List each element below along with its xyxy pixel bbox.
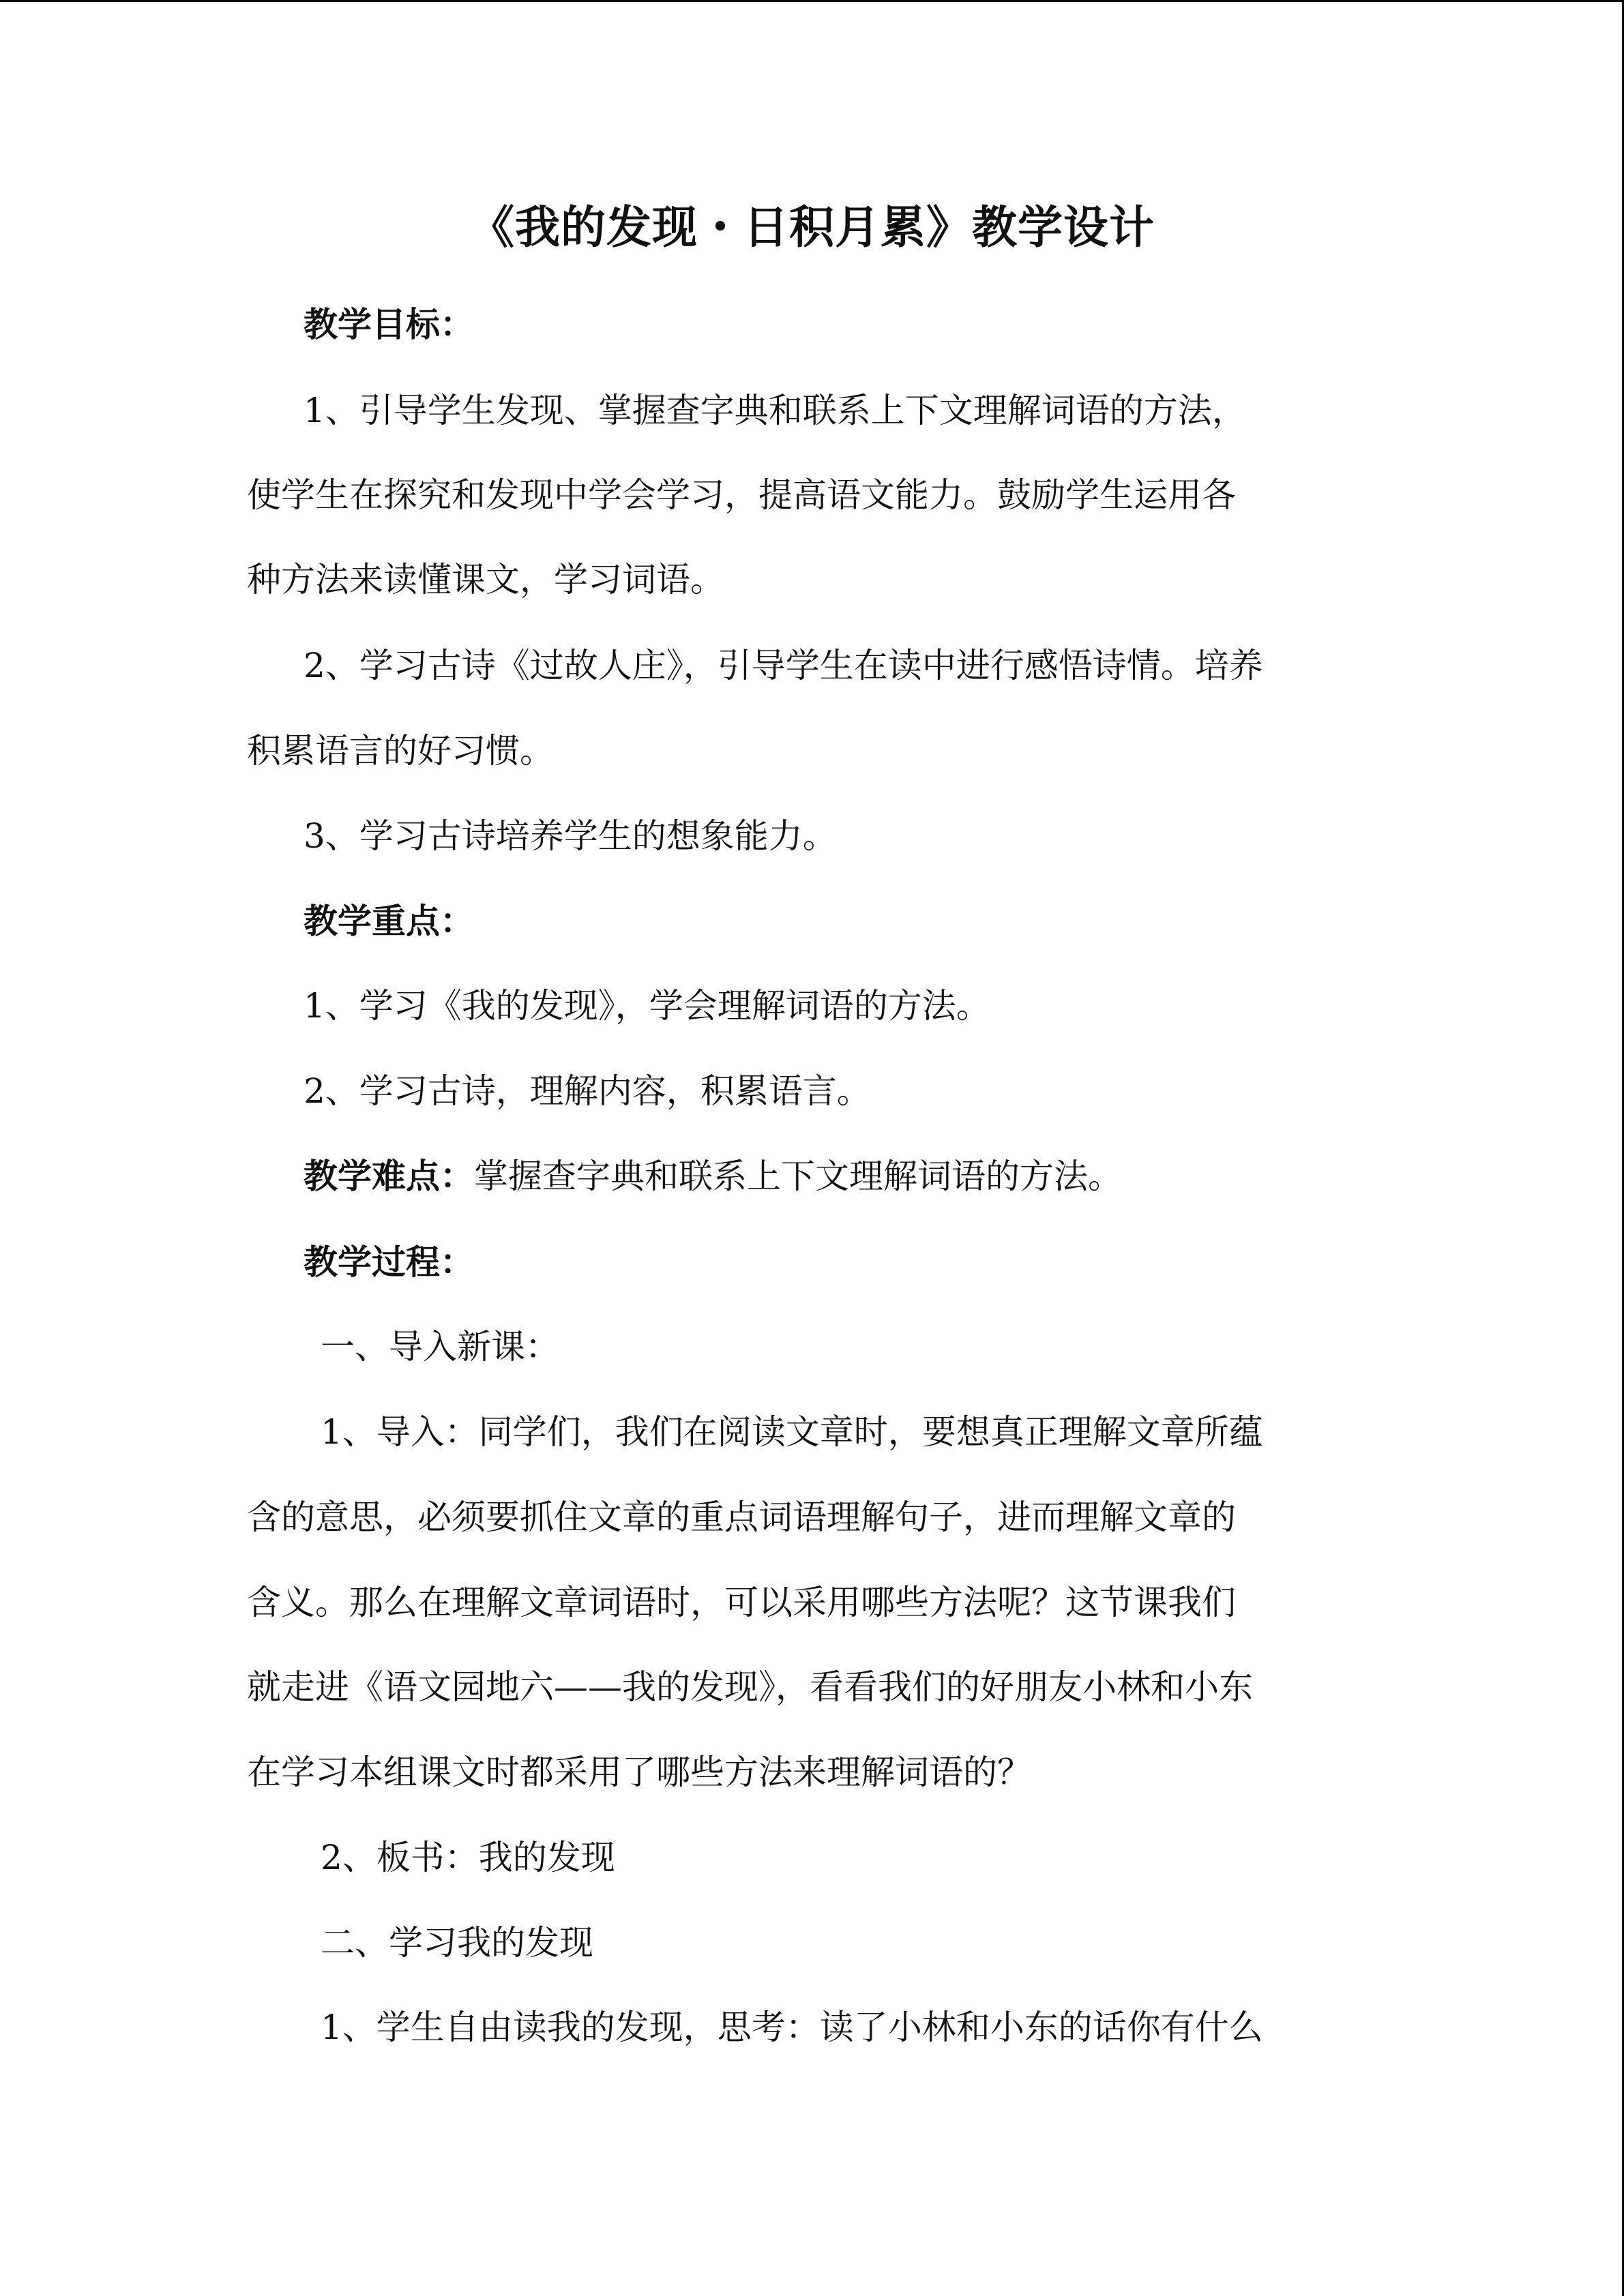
section-1-step-1-line-1: 1、导入：同学们，我们在阅读文章时，要想真正理解文章所蕴 xyxy=(321,1412,1263,1452)
key-points-heading: 教学重点： xyxy=(304,901,474,941)
objective-1-line-1: 1、引导学生发现、掌握查字典和联系上下文理解词语的方法， xyxy=(304,391,1246,430)
section-1-step-1-line-5: 在学习本组课文时都采用了哪些方法来理解词语的？ xyxy=(247,1753,1031,1792)
difficulty-label: 教学难点： xyxy=(304,1156,474,1196)
key-point-1: 1、学习《我的发现》，学会理解词语的方法。 xyxy=(304,986,990,1026)
objective-2-line-1: 2、学习古诗《过故人庄》，引导学生在读中进行感悟诗情。培养 xyxy=(304,646,1263,685)
difficulty-line xyxy=(304,1156,1122,1196)
objective-1-line-3: 种方法来读懂课文，学习词语。 xyxy=(247,560,724,599)
process-heading: 教学过程： xyxy=(304,1242,474,1282)
difficulty-text: 掌握查字典和联系上下文理解词语的方法。 xyxy=(474,1157,1122,1196)
objective-1-line-2: 使学生在探究和发现中学会学习，提高语文能力。鼓励学生运用各 xyxy=(247,475,1236,515)
section-2-step-1-line-1: 1、学生自由读我的发现，思考：读了小林和小东的话你有什么 xyxy=(321,2008,1263,2047)
section-1-step-1-line-4: 就走进《语文园地六——我的发现》，看看我们的好朋友小林和小东 xyxy=(247,1667,1253,1707)
document-title: 《我的发现・日积月累》教学设计 xyxy=(469,200,1155,254)
section-1-step-1-line-3: 含义。那么在理解文章词语时，可以采用哪些方法呢？这节课我们 xyxy=(247,1583,1236,1622)
section-1-heading: 一、导入新课： xyxy=(321,1327,559,1367)
key-point-2: 2、学习古诗，理解内容，积累语言。 xyxy=(304,1071,871,1111)
objective-2-line-2: 积累语言的好习惯。 xyxy=(247,731,554,771)
objectives-heading: 教学目标： xyxy=(304,304,474,344)
section-2-heading: 二、学习我的发现 xyxy=(321,1923,593,1963)
section-1-step-2: 2、板书：我的发现 xyxy=(321,1838,615,1877)
page-top-border xyxy=(0,0,1624,2)
section-1-step-1-line-2: 含的意思，必须要抓住文章的重点词语理解句子，进而理解文章的 xyxy=(247,1497,1236,1537)
objective-3: 3、学习古诗培养学生的想象能力。 xyxy=(304,816,837,856)
